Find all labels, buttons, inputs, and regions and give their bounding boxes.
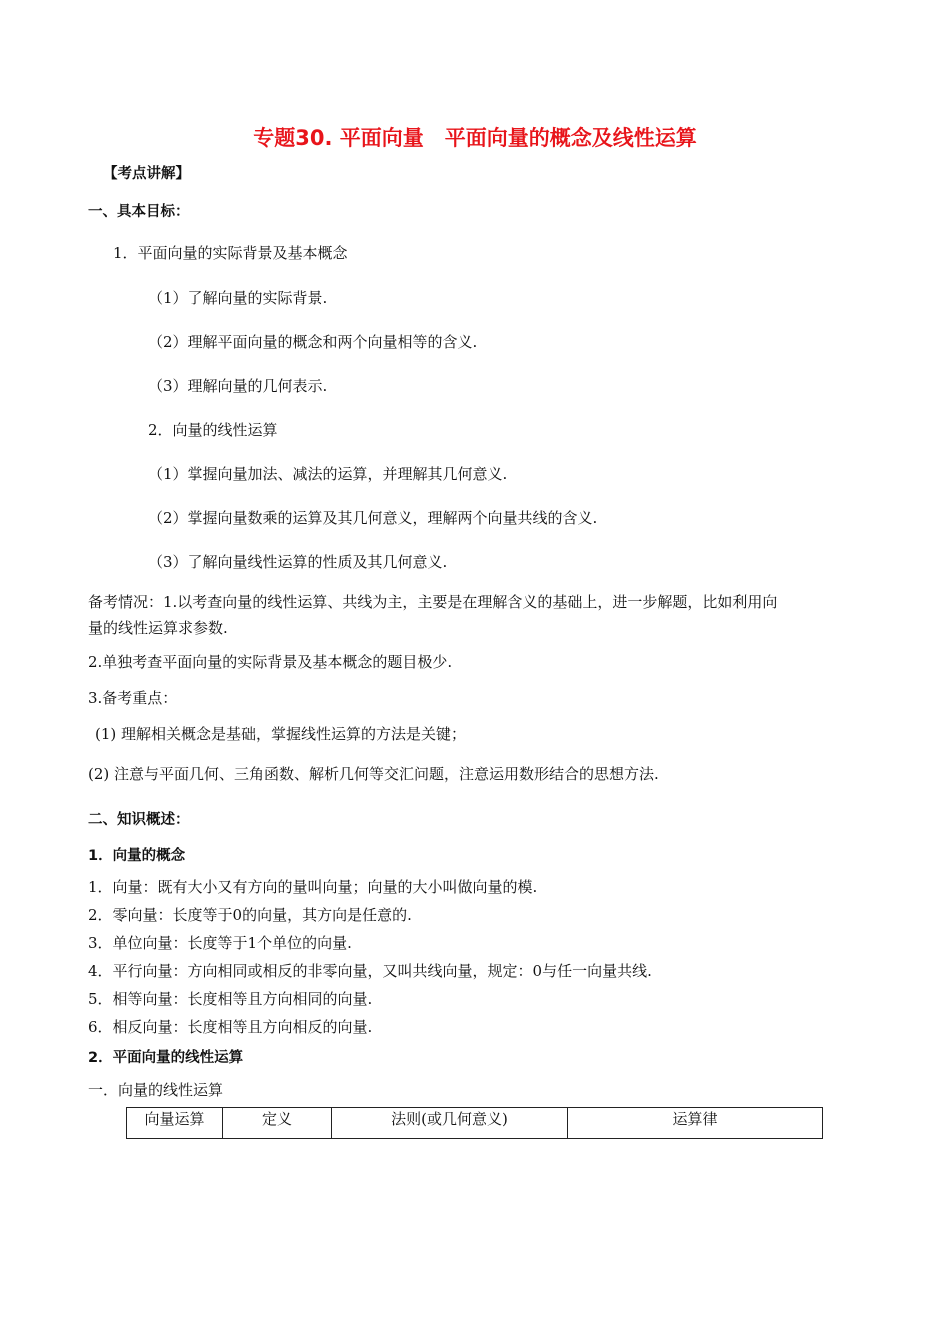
subsection2-title: 2．向量的线性运算 xyxy=(148,421,278,439)
subsection2-item: （2）掌握向量数乘的运算及其几何意义，理解两个向量共线的含义. xyxy=(148,509,598,527)
prep-line: 3.备考重点： xyxy=(88,689,178,707)
concept-item: 6．相反向量：长度相等且方向相反的向量. xyxy=(88,1018,373,1036)
prep-line: (2) 注意与平面几何、三角函数、解析几何等交汇问题，注意运用数形结合的思想方法. xyxy=(88,765,659,783)
prep-line: 2.单独考查平面向量的实际背景及基本概念的题目极少. xyxy=(88,653,453,671)
subsection1-item: （3）理解向量的几何表示. xyxy=(148,377,328,395)
table-header-cell: 运算律 xyxy=(568,1108,823,1139)
table-header-cell: 向量运算 xyxy=(127,1108,223,1139)
linear-ops-table xyxy=(126,1107,823,1139)
concept-item: 4．平行向量：方向相同或相反的非零向量，又叫共线向量，规定：0与任一向量共线. xyxy=(88,962,652,980)
prep-line: 量的线性运算求参数. xyxy=(88,619,228,637)
exam-points-heading: 【考点讲解】 xyxy=(103,166,190,182)
subsection2-item: （1）掌握向量加法、减法的运算，并理解其几何意义. xyxy=(148,465,508,483)
table-header-row xyxy=(127,1108,823,1139)
concept-item: 5．相等向量：长度相等且方向相同的向量. xyxy=(88,990,373,1008)
prep-line: (1) 理解相关概念是基础，掌握线性运算的方法是关键； xyxy=(95,725,467,743)
concept-item: 1．向量：既有大小又有方向的量叫向量；向量的大小叫做向量的模. xyxy=(88,878,538,896)
subsection1-title: 1．平面向量的实际背景及基本概念 xyxy=(113,244,348,262)
section1-heading: 一、具本目标： xyxy=(88,204,190,220)
concept-item: 2．零向量：长度等于0的向量，其方向是任意的. xyxy=(88,906,412,924)
document-title: 专题30. 平面向量 平面向量的概念及线性运算 xyxy=(253,126,697,150)
subsection1-item: （1）了解向量的实际背景. xyxy=(148,289,328,307)
linear-ops-subheading: 一．向量的线性运算 xyxy=(88,1081,224,1099)
subsection2-item: （3）了解向量线性运算的性质及其几何意义. xyxy=(148,553,448,571)
subsection1-item: （2）理解平面向量的概念和两个向量相等的含义. xyxy=(148,333,478,351)
concept-heading: 1．向量的概念 xyxy=(88,848,186,864)
linear-ops-heading: 2．平面向量的线性运算 xyxy=(88,1050,244,1066)
table-header-cell: 法则(或几何意义) xyxy=(332,1108,568,1139)
table-header-cell: 定义 xyxy=(223,1108,332,1139)
concept-item: 3．单位向量：长度等于1个单位的向量. xyxy=(88,934,352,952)
prep-line: 备考情况：1.以考查向量的线性运算、共线为主，主要是在理解含义的基础上，进一步解题，比如利用向 xyxy=(88,593,778,611)
section2-heading: 二、知识概述： xyxy=(88,812,190,828)
